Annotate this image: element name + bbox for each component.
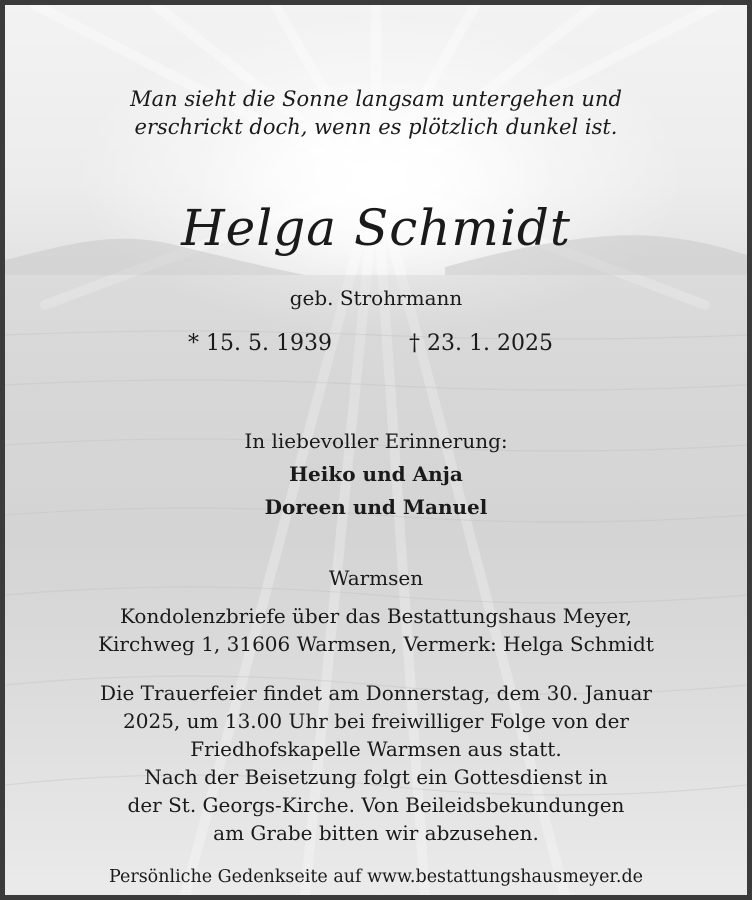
life-dates <box>5 331 747 361</box>
condolence-line-2: Kirchweg 1, 31606 Warmsen, Vermerk: Helga Schmidt <box>98 632 654 656</box>
funeral-line-4: Nach der Beisetzung folgt ein Gottesdienst in <box>144 765 608 789</box>
mourner-names-1: Heiko und Anja <box>289 462 463 486</box>
place: Warmsen <box>328 566 424 590</box>
funeral-line-6: am Grabe bitten wir abzusehen. <box>213 821 539 845</box>
birth-name: geb. Strohrmann <box>289 286 463 310</box>
condolence-line-1: Kondolenzbriefe über das Bestattungshaus Meyer, <box>120 604 632 628</box>
deceased-name: Helga Schmidt <box>181 199 571 257</box>
memorial-page-footer: Persönliche Gedenkseite auf www.bestattungshausmeyer.de <box>108 867 643 887</box>
funeral-line-3: Friedhofskapelle Warmsen aus statt. <box>190 737 562 761</box>
death-date: † 23. 1. 2025 <box>409 331 553 356</box>
motto-line-1: Man sieht die Sonne langsam untergehen und <box>130 87 622 111</box>
obituary-content <box>5 5 747 895</box>
motto-line-2: erschrickt doch, wenn es plötzlich dunkel ist. <box>134 115 618 139</box>
funeral-line-5: der St. Georgs-Kirche. Von Beileidsbekundungen <box>127 793 625 817</box>
mourner-names-2: Doreen und Manuel <box>264 495 488 519</box>
birth-date: * 15. 5. 1939 <box>188 331 332 356</box>
funeral-line-1: Die Trauerfeier findet am Donnerstag, dem 30. Januar <box>100 681 652 705</box>
funeral-line-2: 2025, um 13.00 Uhr bei freiwilliger Folge von der <box>123 709 629 733</box>
mourners-intro: In liebevoller Erinnerung: <box>244 429 508 453</box>
